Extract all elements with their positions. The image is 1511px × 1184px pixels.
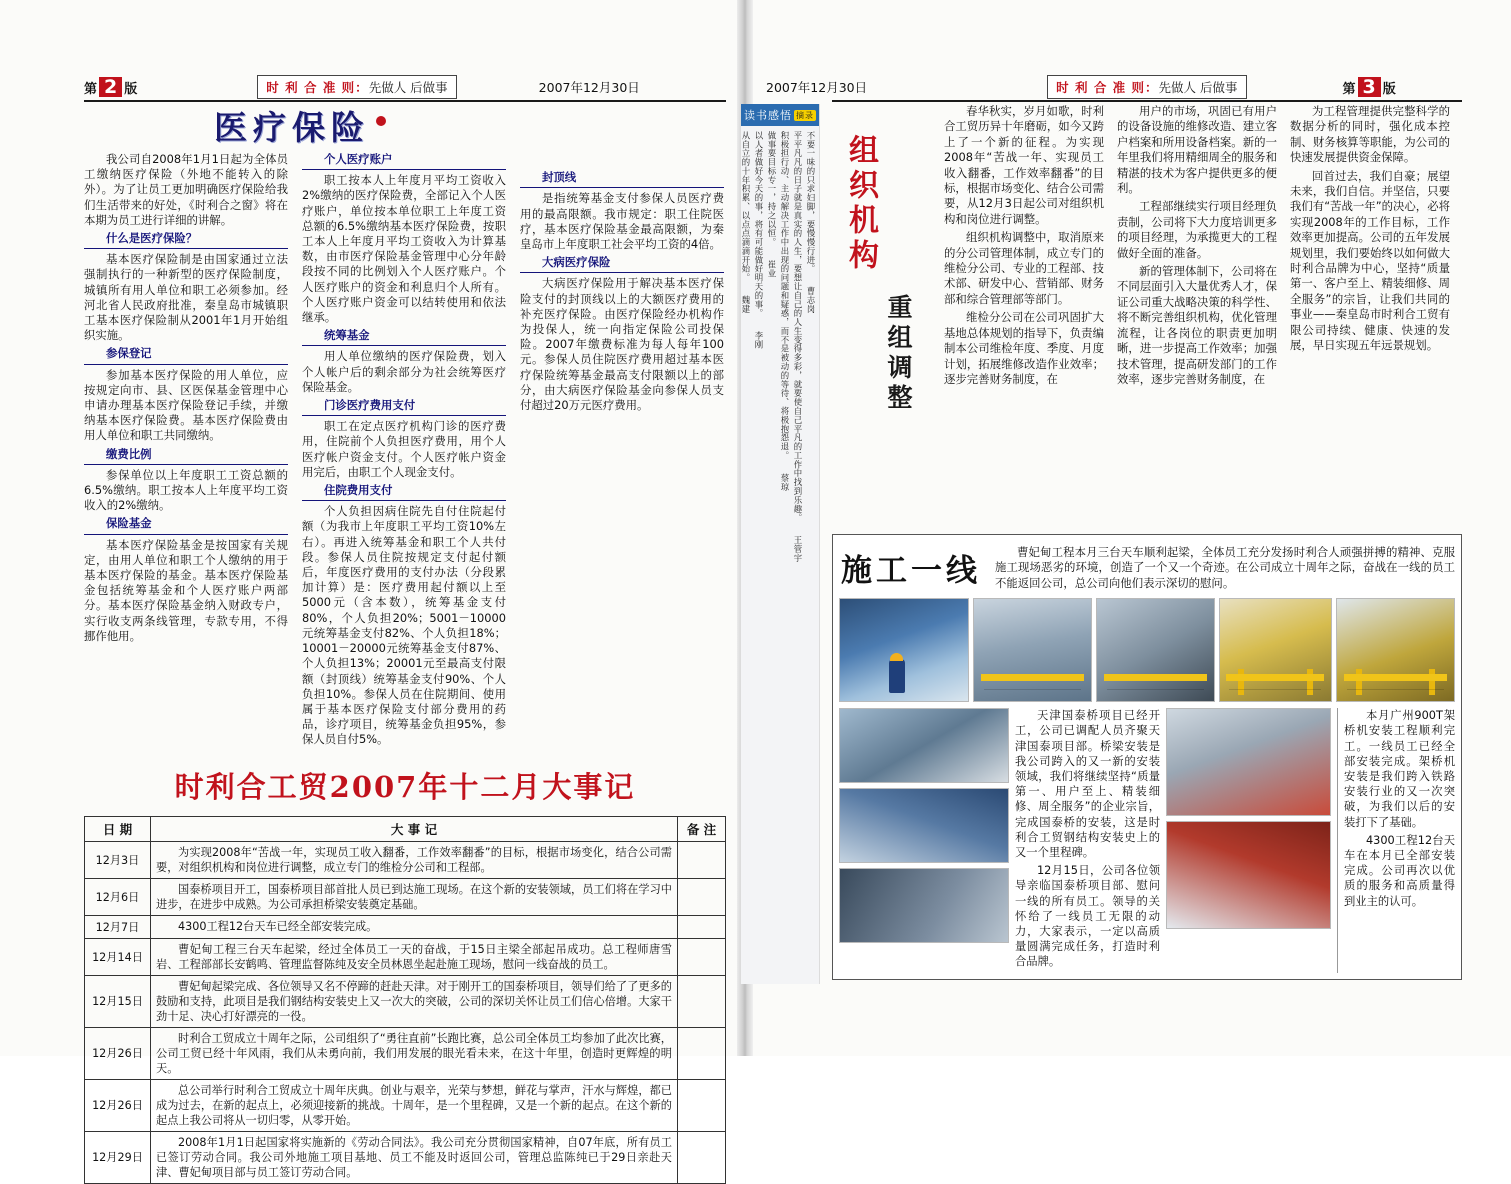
event-text: 时利合工贸成立十周年之际，公司组织了“勇往直前”长跑比赛，总公司全体员工均参加了此次比赛，公司工贸已经十年风雨，我们从未勇向前，我们用发展的眼光看未来，在这十年里，创造时更辉煌的明天。 (151, 1027, 678, 1079)
body-fund: 基本医疗保险基金是按国家有关规定，由用人单位和职工个人缴纳的用于基本医疗保险的基金。基本医疗保险基金包括统筹基金和个人医疗账户两部分。基本医疗保险基金纳入财政专户，实行收支两条线管理，专款专用，不得挪作他用。 (84, 537, 288, 643)
org-p6: 新的管理体制下，公司将在不同层面引入大量优秀人才，保证公司重大战略决策的科学性、将不断完善组织机构，优化管理流程，让各岗位的职责更加明晰，进一步提高工作效率；加强技术管理，提高研发部门的工作效率，逐步完善财务制度，在 (1117, 264, 1277, 386)
event-date: 12月26日 (85, 1027, 151, 1079)
table-row (85, 1079, 726, 1131)
reading-note-text: 不要一味的只求妇脚，要慢慢行进。 (806, 131, 816, 270)
org-column-3 (1290, 104, 1450, 524)
org-p1: 春华秋实，岁月如歌，时利合工贸历异十年磨砺，如今又跨上了一个新的征程。为实现2008年“苦战一年、实现员工收入翻番，工作效率翻番”的目标，根据市场变化、结合公司需要，从12月3日起公司对组织机构和岗位进行调整。 (944, 104, 1104, 226)
org-headline-black: 重组调整 (884, 294, 913, 414)
reading-note-author: 曹志岗 (806, 269, 816, 314)
body-registration: 参加基本医疗保险的用人单位，应按规定向市、县、区医保基金管理中心申请办理基本医疗保险登记手续，并缴纳基本医疗保险费。基本医疗保险费由用人单位和职工共同缴纳。 (84, 367, 288, 443)
org-p8: 回首过去，我们自豪；展望未来，我们自信。并坚信，只要我们有“苦战一年”的决心，必将实现2008年的工作目标，工作效率更加提高。公司的五年发展规划里，我们要始终以如何做大时利合品牌为中心，坚持“质量第一、客户至上、精装细修、周全服务”的宗旨，让我们共同的事业——秦皇岛市时利合工贸有限公司持续、健康、快速的发展，早日实现五年远景规划。 (1290, 168, 1450, 353)
date-right: 2007年12月30日 (766, 80, 868, 95)
body-payment-continued (520, 152, 724, 167)
subhead-rate: 缴费比例 (84, 447, 288, 465)
event-note (678, 1079, 726, 1131)
right-page-number (1343, 77, 1396, 97)
reading-panel-header (741, 104, 819, 126)
body-serious-illness: 大病医疗保险用于解决基本医疗保险支付的封顶线以上的大额医疗费用的补充医疗保险。由医疗保险经办机构作为投保人，统一向指定保险公司投保险。2007年缴费标准为每人每年100元。参保人员住院医疗费用超过基本医疗保险统筹基金最高支付限额以上的部分，由大病医疗保险基金向参保人员支付超过20万元医疗费用。 (520, 276, 724, 413)
page-label-prefix-right: 第 (1342, 82, 1356, 97)
site-mid-p2: 12月15日，公司各位领导亲临国泰桥项目部、慰问一线的所有员工。领导的关怀给了一线员工无限的动力，大家表示，一定以高质量圆满完成任务，打造时利合品牌。 (1015, 864, 1160, 969)
site-right-p2: 4300工程12台天车在本月已全部安装完成。公司再次以优质的服务和高质量得到业主的认可。 (1344, 833, 1455, 908)
page-label-suffix-right: 版 (1382, 82, 1396, 97)
subhead-serious-illness: 大病医疗保险 (520, 255, 724, 273)
subhead-registration: 参保登记 (84, 346, 288, 364)
reading-note-text: 从自立的十年积累、以点点滴滴开始。 (741, 131, 751, 278)
reading-note (779, 131, 790, 970)
slogan-red-right: 时 利 合 准 则： (1056, 80, 1159, 95)
events-title: 时利合工贸2007年十二月大事记 (174, 769, 636, 804)
event-date: 12月14日 (85, 938, 151, 975)
table-row (85, 841, 726, 878)
event-note (678, 1131, 726, 1183)
column-1 (84, 152, 288, 751)
crane-beam-icon-2 (1104, 674, 1207, 681)
reading-note (805, 131, 816, 970)
left-page-content (84, 104, 726, 1179)
body-personal-account: 职工按本人上年度月平均工资收入2%缴纳的医疗保险费，全部记入个人医疗账户，单位按本单位职工上年度工资总额的6.5%缴纳基本医疗保险费，按职工本人上年度月平均工资收入为计算基数，由市医疗保险基金管理中心分年龄段按不同的比例划入个人医疗账户。个人医疗账户的资金和利息归个人所有。个人医疗账户资金可以结转使用和依法继承。 (302, 173, 506, 325)
date-left: 2007年12月30日 (538, 80, 640, 95)
site-block-lower (839, 708, 1455, 972)
event-text: 总公司举行时利合工贸成立十周年庆典。创业与艰辛，光荣与梦想，鲜花与掌声，汗水与辉煌，都已成为过去，在新的起点上，必须迎接新的挑战。十周年，是一个里程碑，又是一个新的起点。在这个新的起点上我公司将从一切归零，从零开始。 (151, 1079, 678, 1131)
crane-leg-left-icon-2 (1356, 669, 1362, 696)
photo-leaders-visit (839, 868, 1009, 943)
event-note (678, 975, 726, 1027)
column-3 (520, 152, 724, 751)
photo-yellow-crane (1219, 598, 1332, 702)
page-number-value-right: 3 (1358, 77, 1381, 97)
page-label-prefix: 第 (84, 82, 98, 97)
masthead-title: 医疗保险 (214, 108, 370, 147)
photo-steel-structure (973, 598, 1092, 702)
org-p2: 组织机构调整中，取消原来的分公司管理体制，成立专门的维检分公司、专业的工程部、技术部、研发中心、营销部、财务部和综合管理部等部门。 (944, 230, 1104, 306)
photo-site-overview (1096, 598, 1215, 702)
org-p4: 用户的市场，巩固已有用户的设备设施的维修改造、建立客户档案和所用设备档案。新的一年里我们将用精细周全的服务和精湛的技术为客户提供更多的便利。 (1117, 104, 1277, 196)
reading-note (792, 131, 803, 970)
crane-beam-icon-4 (1344, 674, 1447, 681)
event-note (678, 915, 726, 938)
body-outpatient: 职工在定点医疗机构门诊的医疗费用，住院前个人负担医疗费用，用个人医疗帐户资金支付。个人医疗帐户资金用完后，由职工个人现金支付。 (302, 419, 506, 479)
reading-note-text: 做事要目标专一，持之以恒。 (767, 131, 777, 243)
header-rule-left (84, 100, 726, 102)
org-text-columns (944, 104, 1462, 524)
events-header-row (85, 816, 726, 841)
reading-note (753, 131, 764, 970)
event-note (678, 878, 726, 915)
right-page-content (832, 104, 1462, 984)
crane-leg-right-icon (1307, 669, 1313, 696)
event-date: 12月6日 (85, 878, 151, 915)
construction-frontline-block (832, 534, 1462, 980)
site-block-header (839, 541, 1455, 591)
event-note (678, 841, 726, 878)
body-inpatient: 个人负担因病住院先自付住院起付额（为我市上年度职工平均工资10%左右）。再进入统筹基金和职工个人共付段。参保人员住院按规定支付起付额后，年度医疗费用的支付办法（分段累加计算）是：医疗费用起付额以上至5000元（含本数），统筹基金支付80%，个人负担20%；5001－10000元统筹基金支付82%、个人负担18%；10001－20000元统筹基金支付87%、个人负担13%；20001元至最高支付限额（封顶线）统筹基金支付90%、个人负担10%。参保人员在住院期间、使用属于基本医疗保险支付部分费用的药品，诊疗项目，统筹基金负担95%，参保人员自付5%。 (302, 504, 506, 747)
slogan-text-left: 先做人 后做事 (368, 80, 448, 95)
slogan-red-left: 时 利 合 准 则： (266, 80, 369, 95)
page-label-suffix: 版 (124, 82, 138, 97)
events-th-note: 备 注 (678, 816, 726, 841)
org-headline-red: 组织机构 (843, 134, 878, 274)
org-restructure-article (832, 104, 1462, 524)
table-row (85, 915, 726, 938)
site-block-lead: 曹妃甸工程本月三台天车顺利起梁，全体员工充分发扬时利合人顽强拼搏的精神、克服施工现场恶劣的环境，创造了一个又一个奇迹。在公司成立十周年之际，奋战在一线的员工不能返回公司，总公司向他们表示深切的慰问。 (995, 545, 1455, 590)
subhead-pooled-fund: 统筹基金 (302, 328, 506, 346)
body-cap-line: 是指统筹基金支付参保人员医疗费用的最高限额。我市规定：职工住院医疗，基本医疗保险基金最高限额，为秦皇岛市上年度职工社会平均工资的4倍。 (520, 191, 724, 252)
site-right-p1: 本月广州900T架桥机安装工程顺利完工。一线员工已经全部安装完成。架桥机安装是我们跨入铁路安装行业的又一次突破，为我们以后的安装打下了基础。 (1344, 709, 1455, 829)
reading-note-author: 崔业 (767, 242, 777, 278)
subhead-outpatient: 门诊医疗费用支付 (302, 398, 506, 416)
slogan-text-right: 先做人 后做事 (1158, 80, 1238, 95)
photo-workers-group (839, 788, 1009, 863)
event-text: 4300工程12台天车已经全部安装完成。 (151, 915, 678, 938)
event-text: 国泰桥项目开工，国泰桥项目部首批人员已到达施工现场。在这个新的安装领域，员工们将在学习中进步，在进步中成熟。为公司承担桥梁安装奠定基础。 (151, 878, 678, 915)
org-p5: 工程部继续实行项目经理负责制，公司将下大力度培训更多的项目经理，为承揽更大的工程做好全面的准备。 (1117, 199, 1277, 260)
crane-beam-icon-3 (1226, 674, 1324, 681)
table-row (85, 878, 726, 915)
events-body (85, 841, 726, 1183)
reading-note-author: 李刚 (754, 313, 764, 350)
reading-header-label: 读书感悟 (744, 109, 792, 122)
site-mid-p1: 天津国泰桥项目已经开工，公司已调配人员齐聚天津国泰项目部。桥梁安装是我公司跨入的又一新的安装领域，我们将继续坚持“质量第一、用户至上、精装细修、周全服务”的企业宗旨，完成国泰桥的安装，这是时利合工贸钢结构安装史上的又一个里程碑。 (1015, 709, 1160, 860)
medical-insurance-masthead (84, 104, 726, 146)
slogan-box-left (257, 75, 456, 99)
reading-note (766, 131, 777, 970)
intro-paragraph: 我公司自2008年1月1日起为全体员工缴纳医疗保险（外地不能转入的除外）。为了让员工更加明确医疗保险给我们生活带来的好处，《时利合之窗》将在本期为员工进行详细的讲解。 (84, 152, 288, 227)
photo-bridge-erection-machine (1166, 708, 1331, 816)
reading-note-author: 魏建 (741, 277, 751, 314)
event-date: 12月15日 (85, 975, 151, 1027)
left-page-number (84, 77, 137, 97)
reading-vertical-columns (741, 126, 819, 970)
org-column-1 (944, 104, 1104, 524)
org-p3: 维检分公司在公司巩固扩大基地总体规划的指导下，负责编制本公司维检年度、季度、月度计划，拓展维修改造作业效率；逐步完善财务制度，在 (944, 310, 1104, 386)
site-block-title: 施工一线 (841, 553, 981, 589)
reading-note-text: 平平凡凡的日子就是真实的人生，要想让自己的人生变得多彩，就要使自己平凡的工作中找到乐趣。 (793, 131, 803, 518)
org-vertical-headline (832, 104, 932, 524)
event-text: 曹妃甸起梁完成、各位领导又名不停蹄的赶赴天津。对于刚开工的国泰桥项目，领导们给了了更多的鼓励和支持，此项目是我们钢结构安装史上又一次大的突破，公司的深切关怀让员工们信心倍增。大家干劲十足、决心打好漂亮的一役。 (151, 975, 678, 1027)
photo-red-gantry (1166, 821, 1331, 929)
table-row (85, 975, 726, 1027)
events-table (84, 816, 726, 1184)
subhead-fund: 保险基金 (84, 516, 288, 534)
table-row (85, 1131, 726, 1183)
helmet-icon (890, 653, 903, 661)
column-2 (302, 152, 506, 751)
body-what-is: 基本医疗保险制是由国家通过立法强制执行的一种新型的医疗保险制度，城镇所有用人单位和职工必须参加。经河北省人民政府批准，秦皇岛市城镇职工基本医疗保险制从2001年1月开始组织实施。 (84, 252, 288, 343)
photo-worker-on-girder (839, 598, 969, 702)
event-text: 曹妃甸工程三台天车起梁，经过全体员工一天的奋战，于15日主梁全部起吊成功。总工程师唐雪岩、工程部部长安鹤鸣、管理监督陈纯及安全员林恩坐起赴施工现场，慰问一线奋战的员工。 (151, 938, 678, 975)
article-columns (84, 152, 726, 751)
event-date: 12月7日 (85, 915, 151, 938)
subhead-inpatient: 住院费用支付 (302, 483, 506, 501)
body-pooled-fund: 用人单位缴纳的医疗保险费，划入个人帐户后的剩余部分为社会统筹医疗保险基金。 (302, 349, 506, 394)
reading-header-badge: 摘录 (796, 110, 814, 120)
org-column-2 (1117, 104, 1277, 524)
crane-leg-left-icon (1238, 669, 1244, 696)
photo-site-machinery (839, 708, 1009, 783)
reading-note (741, 131, 751, 970)
body-rate: 参保单位以上年度职工工资总额的6.5%缴纳。职工按本人上年度平均工资收入的2%缴纳。 (84, 467, 288, 513)
right-page-header (766, 74, 1462, 100)
left-page-header (84, 74, 724, 100)
reading-note-text: 以人者做好今天的事，将有可能做好明天的事。 (754, 131, 764, 314)
events-th-date: 日 期 (85, 816, 151, 841)
worker-figure-icon (889, 659, 905, 693)
reading-note-author: 王管宇 (793, 517, 803, 563)
crane-beam-icon (981, 674, 1084, 681)
site-text-right (1337, 708, 1455, 972)
subhead-what-is: 什么是医疗保险？ (84, 231, 288, 249)
events-th-event: 大 事 记 (151, 816, 678, 841)
event-text: 为实现2008年“苦战一年，实现员工收入翻番，工作效率翻番”的目标，根据市场变化，结合公司需要，对组织机构和岗位进行调整，成立专门的维检分公司和工程部。 (151, 841, 678, 878)
subhead-cap-line: 封顶线 (520, 170, 724, 188)
event-date: 12月26日 (85, 1079, 151, 1131)
photo-crane-installation (1336, 598, 1455, 702)
slogan-box-right (1047, 75, 1246, 99)
event-date: 12月29日 (85, 1131, 151, 1183)
photo-strip-top (839, 598, 1455, 702)
header-rule-right (832, 100, 1462, 102)
reading-note-author: 蔡琼 (780, 455, 790, 492)
event-date: 12月3日 (85, 841, 151, 878)
event-note (678, 1027, 726, 1079)
crane-leg-right-icon-2 (1429, 669, 1435, 696)
site-text-middle (1015, 708, 1160, 972)
table-row (85, 938, 726, 975)
event-text: 2008年1月1日起国家将实施新的《劳动合同法》。我公司充分贯彻国家精神，自07年底，所有员工已签订劳动合同。我公司外地施工项目基地、员工不能及时返回公司，管理总监陈纯已于29日亲赴天津、曹妃甸项目部与员工签订劳动合同。 (151, 1131, 678, 1183)
subhead-personal-account: 个人医疗账户 (302, 152, 506, 170)
reading-notes-panel (740, 104, 820, 984)
org-p7: 为工程管理提供完整科学的数据分析的同时，强化成本控制、财务核算等职能，为公司的快速发展提供资金保障。 (1290, 104, 1450, 165)
photo-column-right (1166, 708, 1331, 972)
reading-note-text: 积极担行动、主动解决工作中出现的问题和疑惑，而不是被动的等待、将极抱怨退。 (780, 131, 790, 456)
page-number-value: 2 (99, 77, 122, 97)
masthead-dot-icon (376, 116, 386, 126)
event-note (678, 938, 726, 975)
table-row (85, 1027, 726, 1079)
photo-column-left (839, 708, 1009, 972)
